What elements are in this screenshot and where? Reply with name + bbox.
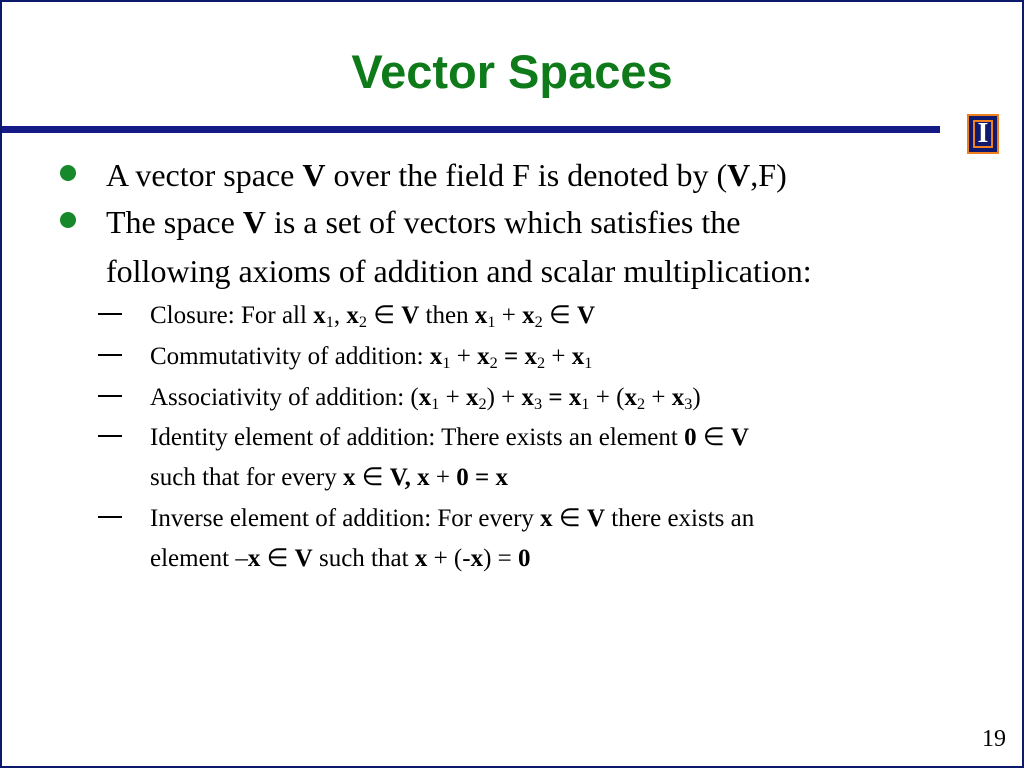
- plus-symbol: +: [435, 464, 450, 491]
- axiom-identity-line-2: [150, 458, 990, 498]
- var-x: x: [342, 464, 356, 491]
- var-x: x: [470, 545, 484, 572]
- zero-vector: 0: [456, 464, 469, 491]
- axiom-associativity: [150, 378, 990, 418]
- subscript: 2: [536, 354, 546, 373]
- var-x: x: [247, 545, 261, 572]
- element-of-symbol: ∈: [702, 424, 725, 451]
- var-x: x: [540, 505, 553, 532]
- element-of-symbol: ∈: [373, 302, 395, 329]
- bullet-1-text: A vector space: [106, 157, 303, 193]
- var-V: V: [294, 545, 313, 572]
- bullet-1: [106, 152, 996, 199]
- text: such that: [312, 545, 415, 572]
- var-V: V: [576, 302, 596, 329]
- bullet-1-symbol-V: V: [727, 157, 751, 193]
- axiom-label: Closure: For all: [150, 302, 314, 329]
- bullet-2-line-2: following axioms of addition and scalar multiplication:: [106, 253, 812, 289]
- title-divider: [2, 126, 940, 133]
- bullet-2-symbol-V: V: [242, 204, 266, 240]
- page-number: 19: [982, 726, 1006, 752]
- subscript: 2: [534, 313, 543, 332]
- zero-vector: 0: [518, 545, 531, 572]
- paren: (: [616, 384, 625, 411]
- var-x: x: [495, 464, 508, 491]
- axiom-label: Commutativity of addition:: [150, 343, 430, 370]
- var-x: x: [465, 384, 479, 411]
- paren: ): [692, 384, 701, 411]
- var-x: x: [522, 302, 535, 329]
- var-x: x: [429, 343, 443, 370]
- var-V: V,: [389, 464, 418, 491]
- dash-icon: [98, 435, 122, 437]
- subscript: 1: [581, 395, 590, 414]
- plus-symbol: +: [551, 343, 566, 370]
- dash-icon: [98, 354, 122, 356]
- axiom-inverse-line-2: [150, 539, 990, 579]
- var-x: x: [418, 384, 432, 411]
- var-x: x: [521, 384, 535, 411]
- paren: (-: [453, 545, 471, 572]
- subscript: 2: [478, 395, 487, 414]
- bullet-2-line-1: [106, 199, 996, 246]
- bullet-1-symbol-V: V: [302, 157, 326, 193]
- axiom-label: Inverse element of addition: For every: [150, 505, 541, 532]
- subscript: 2: [358, 313, 367, 332]
- subscript: 2: [489, 354, 498, 373]
- text: such that for every: [150, 464, 343, 491]
- var-x: x: [474, 302, 488, 329]
- plus-symbol: +: [445, 384, 460, 411]
- university-logo-icon: [967, 114, 999, 154]
- element-of-symbol: ∈: [558, 505, 581, 532]
- subscript: 3: [534, 395, 543, 414]
- logo-letter: I: [977, 118, 989, 149]
- var-x: x: [571, 343, 585, 370]
- axiom-label: Identity element of addition: There exists an element: [150, 424, 685, 451]
- axiom-identity-line-1: [150, 418, 990, 458]
- zero-vector: 0: [684, 424, 697, 451]
- plus-symbol: +: [651, 384, 666, 411]
- var-x: x: [568, 384, 582, 411]
- subscript: 1: [487, 313, 496, 332]
- text: then: [419, 302, 475, 329]
- element-of-symbol: ∈: [266, 545, 289, 572]
- dash-icon: [98, 313, 122, 315]
- var-x: x: [417, 464, 430, 491]
- equals-symbol: =: [474, 464, 490, 491]
- var-x: x: [671, 384, 685, 411]
- equals-symbol: =: [548, 384, 563, 411]
- subscript: 2: [636, 395, 646, 414]
- var-x: x: [624, 384, 637, 411]
- plus-symbol: +: [456, 343, 471, 370]
- plus-symbol: +: [501, 384, 516, 411]
- bullet-dot-icon: [60, 165, 76, 181]
- subscript: 1: [584, 354, 593, 373]
- plus-symbol: +: [501, 302, 516, 329]
- var-x: x: [524, 343, 537, 370]
- var-x: x: [414, 545, 428, 572]
- equals-symbol: ) =: [483, 545, 519, 572]
- var-x: x: [313, 302, 326, 329]
- axiom-inverse-line-1: [150, 499, 990, 539]
- element-of-symbol: ∈: [548, 302, 571, 329]
- bullet-2-text: is a set of vectors which satisfies the: [265, 204, 741, 240]
- element-of-symbol: ∈: [361, 464, 384, 491]
- bullet-dot-icon: [60, 212, 76, 228]
- equals-symbol: =: [503, 343, 519, 370]
- slide-title: Vector Spaces: [351, 45, 673, 98]
- bullet-1-text: ,F): [750, 157, 787, 193]
- plus-symbol: +: [595, 384, 610, 411]
- comma: ,: [333, 302, 347, 329]
- var-V: V: [586, 505, 605, 532]
- axiom-closure: [150, 296, 990, 336]
- subscript: 1: [431, 395, 440, 414]
- bullet-2-text: The space: [106, 204, 243, 240]
- dash-icon: [98, 516, 122, 518]
- axiom-commutativity: [150, 337, 990, 377]
- paren: ): [486, 384, 495, 411]
- subscript: 1: [325, 313, 334, 332]
- text: element –: [150, 545, 248, 572]
- var-x: x: [477, 343, 490, 370]
- dash-icon: [98, 395, 122, 397]
- text: there exists an: [605, 505, 755, 532]
- var-x: x: [346, 302, 359, 329]
- bullet-1-text: over the field F is denoted by (: [325, 157, 728, 193]
- axiom-label: Associativity of addition: (: [150, 384, 419, 411]
- plus-symbol: +: [433, 545, 448, 572]
- subscript: 1: [442, 354, 451, 373]
- var-V: V: [730, 424, 749, 451]
- var-V: V: [401, 302, 420, 329]
- subscript: 3: [684, 395, 693, 414]
